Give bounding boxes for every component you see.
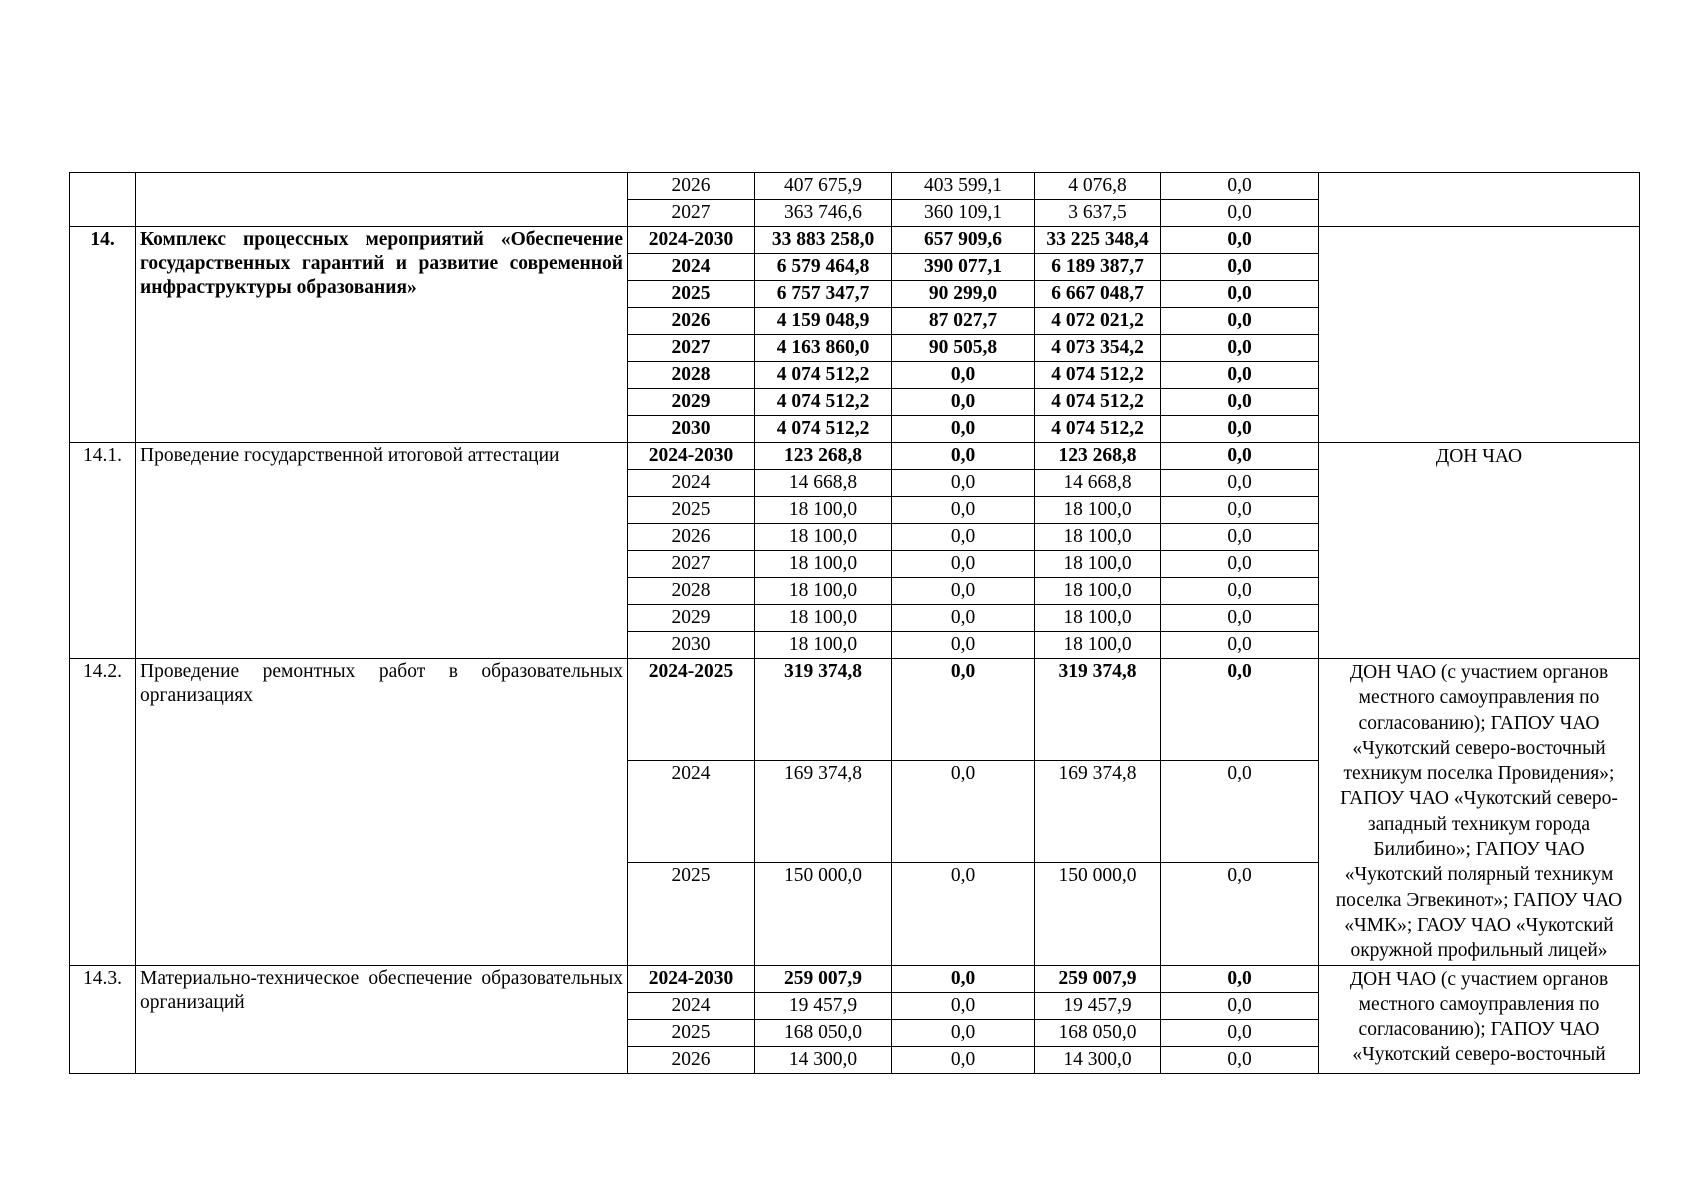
total-cell: 363 746,6: [755, 200, 892, 227]
regional-budget-cell: 18 100,0: [1035, 551, 1161, 578]
year-cell: 2026: [628, 524, 755, 551]
total-cell: 407 675,9: [755, 173, 892, 200]
regional-budget-cell: 18 100,0: [1035, 578, 1161, 605]
year-cell: 2025: [628, 497, 755, 524]
total-cell: 169 374,8: [755, 761, 892, 863]
total-cell: 18 100,0: [755, 605, 892, 632]
federal-budget-cell: 0,0: [892, 389, 1035, 416]
total-cell: 14 300,0: [755, 1046, 892, 1073]
regional-budget-cell: 18 100,0: [1035, 632, 1161, 659]
regional-budget-cell: 123 268,8: [1035, 443, 1161, 470]
year-cell: 2025: [628, 1019, 755, 1046]
other-sources-cell: 0,0: [1161, 497, 1319, 524]
year-cell: 2029: [628, 389, 755, 416]
year-cell: 2029: [628, 605, 755, 632]
total-cell: 14 668,8: [755, 470, 892, 497]
federal-budget-cell: 360 109,1: [892, 200, 1035, 227]
federal-budget-cell: 657 909,6: [892, 227, 1035, 254]
other-sources-cell: 0,0: [1161, 992, 1319, 1019]
other-sources-cell: 0,0: [1161, 281, 1319, 308]
other-sources-cell: 0,0: [1161, 659, 1319, 761]
federal-budget-cell: 87 027,7: [892, 308, 1035, 335]
federal-budget-cell: 0,0: [892, 551, 1035, 578]
regional-budget-cell: 259 007,9: [1035, 965, 1161, 992]
federal-budget-cell: 0,0: [892, 965, 1035, 992]
measure-name-cell: Проведение государственной итоговой аттестации: [136, 443, 628, 659]
federal-budget-cell: 0,0: [892, 659, 1035, 761]
other-sources-cell: 0,0: [1161, 173, 1319, 200]
regional-budget-cell: 4 074 512,2: [1035, 362, 1161, 389]
regional-budget-cell: 4 074 512,2: [1035, 416, 1161, 443]
row-number-cell: [70, 173, 136, 227]
year-cell: 2027: [628, 335, 755, 362]
row-number-cell: 14.2.: [70, 659, 136, 966]
regional-budget-cell: 14 668,8: [1035, 470, 1161, 497]
row-number-cell: 14.3.: [70, 965, 136, 1073]
total-cell: 18 100,0: [755, 551, 892, 578]
year-cell: 2030: [628, 416, 755, 443]
responsible-cell: [1319, 173, 1640, 227]
federal-budget-cell: 90 299,0: [892, 281, 1035, 308]
other-sources-cell: 0,0: [1161, 362, 1319, 389]
total-cell: 4 074 512,2: [755, 416, 892, 443]
regional-budget-cell: 4 074 512,2: [1035, 389, 1161, 416]
federal-budget-cell: 0,0: [892, 443, 1035, 470]
year-cell: 2026: [628, 1046, 755, 1073]
year-cell: 2024-2030: [628, 227, 755, 254]
federal-budget-cell: 390 077,1: [892, 254, 1035, 281]
responsible-cell: ДОН ЧАО: [1319, 443, 1640, 659]
federal-budget-cell: 403 599,1: [892, 173, 1035, 200]
measure-name-cell: Проведение ремонтных работ в образовательных организациях: [136, 659, 628, 966]
federal-budget-cell: 0,0: [892, 863, 1035, 965]
regional-budget-cell: 3 637,5: [1035, 200, 1161, 227]
other-sources-cell: 0,0: [1161, 254, 1319, 281]
other-sources-cell: 0,0: [1161, 761, 1319, 863]
other-sources-cell: 0,0: [1161, 443, 1319, 470]
other-sources-cell: 0,0: [1161, 1046, 1319, 1073]
federal-budget-cell: 0,0: [892, 992, 1035, 1019]
total-cell: 18 100,0: [755, 632, 892, 659]
year-cell: 2024-2025: [628, 659, 755, 761]
year-cell: 2028: [628, 362, 755, 389]
other-sources-cell: 0,0: [1161, 389, 1319, 416]
year-cell: 2024: [628, 761, 755, 863]
year-cell: 2025: [628, 281, 755, 308]
federal-budget-cell: 90 505,8: [892, 335, 1035, 362]
row-number-cell: 14.1.: [70, 443, 136, 659]
federal-budget-cell: 0,0: [892, 578, 1035, 605]
regional-budget-cell: 18 100,0: [1035, 605, 1161, 632]
other-sources-cell: 0,0: [1161, 308, 1319, 335]
responsible-cell: ДОН ЧАО (с участием органов местного самоуправления по согласованию); ГАПОУ ЧАО «Чукотский северо-восточный: [1319, 965, 1640, 1073]
total-cell: 33 883 258,0: [755, 227, 892, 254]
year-cell: 2024: [628, 470, 755, 497]
other-sources-cell: 0,0: [1161, 965, 1319, 992]
total-cell: 18 100,0: [755, 524, 892, 551]
federal-budget-cell: 0,0: [892, 416, 1035, 443]
regional-budget-cell: 14 300,0: [1035, 1046, 1161, 1073]
regional-budget-cell: 18 100,0: [1035, 524, 1161, 551]
total-cell: 4 159 048,9: [755, 308, 892, 335]
year-cell: 2026: [628, 173, 755, 200]
regional-budget-cell: 33 225 348,4: [1035, 227, 1161, 254]
table-row: [70, 659, 1640, 761]
federal-budget-cell: 0,0: [892, 497, 1035, 524]
federal-budget-cell: 0,0: [892, 470, 1035, 497]
year-cell: 2028: [628, 578, 755, 605]
other-sources-cell: 0,0: [1161, 335, 1319, 362]
total-cell: 18 100,0: [755, 497, 892, 524]
total-cell: 6 579 464,8: [755, 254, 892, 281]
total-cell: 19 457,9: [755, 992, 892, 1019]
regional-budget-cell: 169 374,8: [1035, 761, 1161, 863]
other-sources-cell: 0,0: [1161, 578, 1319, 605]
row-number-cell: 14.: [70, 227, 136, 443]
total-cell: 18 100,0: [755, 578, 892, 605]
regional-budget-cell: 319 374,8: [1035, 659, 1161, 761]
federal-budget-cell: 0,0: [892, 524, 1035, 551]
other-sources-cell: 0,0: [1161, 605, 1319, 632]
other-sources-cell: 0,0: [1161, 200, 1319, 227]
other-sources-cell: 0,0: [1161, 551, 1319, 578]
year-cell: 2030: [628, 632, 755, 659]
federal-budget-cell: 0,0: [892, 1046, 1035, 1073]
table-row: [70, 443, 1640, 470]
responsible-cell: ДОН ЧАО (с участием органов местного самоуправления по согласованию); ГАПОУ ЧАО «Чукотский северо-восточный техникум поселка Провидения»; ГАПОУ ЧАО «Чукотский северо-западный техникум города Билибино»; ГАПОУ ЧАО «Чукотский полярный техникум поселка Эгвекинот»; ГАПОУ ЧАО «ЧМК»; ГАОУ ЧАО «Чукотский окружной профильный лицей»: [1319, 659, 1640, 966]
other-sources-cell: 0,0: [1161, 416, 1319, 443]
federal-budget-cell: 0,0: [892, 605, 1035, 632]
total-cell: 150 000,0: [755, 863, 892, 965]
federal-budget-cell: 0,0: [892, 761, 1035, 863]
total-cell: 4 163 860,0: [755, 335, 892, 362]
regional-budget-cell: 168 050,0: [1035, 1019, 1161, 1046]
total-cell: 168 050,0: [755, 1019, 892, 1046]
responsible-cell: [1319, 227, 1640, 443]
measure-name-cell: [136, 173, 628, 227]
regional-budget-cell: 6 667 048,7: [1035, 281, 1161, 308]
total-cell: 259 007,9: [755, 965, 892, 992]
regional-budget-cell: 18 100,0: [1035, 497, 1161, 524]
other-sources-cell: 0,0: [1161, 524, 1319, 551]
regional-budget-cell: 19 457,9: [1035, 992, 1161, 1019]
year-cell: 2024-2030: [628, 965, 755, 992]
federal-budget-cell: 0,0: [892, 362, 1035, 389]
total-cell: 4 074 512,2: [755, 362, 892, 389]
measure-name-cell: Материально-техническое обеспечение образовательных организаций: [136, 965, 628, 1073]
other-sources-cell: 0,0: [1161, 632, 1319, 659]
year-cell: 2024-2030: [628, 443, 755, 470]
total-cell: 4 074 512,2: [755, 389, 892, 416]
other-sources-cell: 0,0: [1161, 863, 1319, 965]
total-cell: 6 757 347,7: [755, 281, 892, 308]
table-row: [70, 965, 1640, 992]
regional-budget-cell: 150 000,0: [1035, 863, 1161, 965]
total-cell: 319 374,8: [755, 659, 892, 761]
year-cell: 2025: [628, 863, 755, 965]
other-sources-cell: 0,0: [1161, 227, 1319, 254]
year-cell: 2027: [628, 200, 755, 227]
other-sources-cell: 0,0: [1161, 1019, 1319, 1046]
year-cell: 2024: [628, 254, 755, 281]
federal-budget-cell: 0,0: [892, 632, 1035, 659]
measure-name-cell: Комплекс процессных мероприятий «Обеспечение государственных гарантий и развитие современной инфраструктуры образования»: [136, 227, 628, 443]
regional-budget-cell: 4 072 021,2: [1035, 308, 1161, 335]
federal-budget-cell: 0,0: [892, 1019, 1035, 1046]
year-cell: 2027: [628, 551, 755, 578]
regional-budget-cell: 4 076,8: [1035, 173, 1161, 200]
other-sources-cell: 0,0: [1161, 470, 1319, 497]
year-cell: 2026: [628, 308, 755, 335]
regional-budget-cell: 6 189 387,7: [1035, 254, 1161, 281]
funding-table: [69, 172, 1640, 1074]
table-row: [70, 227, 1640, 254]
table-row: [70, 173, 1640, 200]
regional-budget-cell: 4 073 354,2: [1035, 335, 1161, 362]
total-cell: 123 268,8: [755, 443, 892, 470]
year-cell: 2024: [628, 992, 755, 1019]
